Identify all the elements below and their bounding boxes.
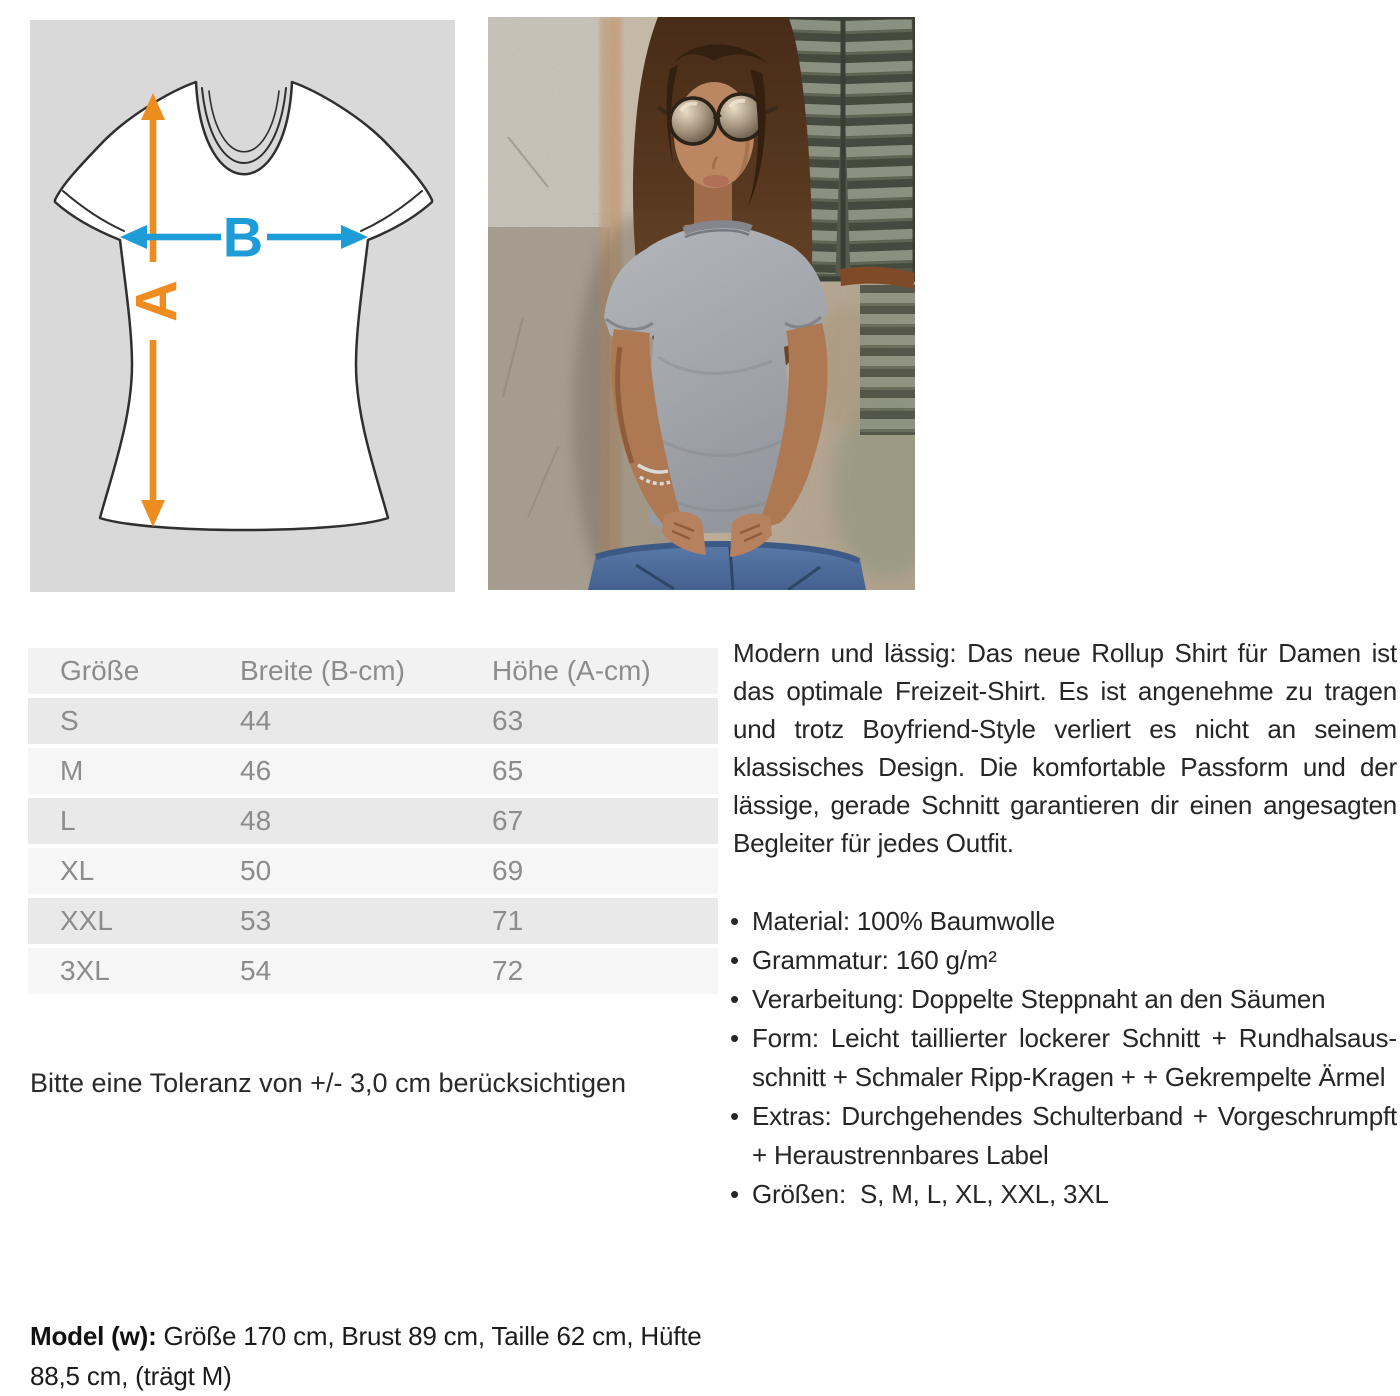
column-header-height: Höhe (A-cm): [492, 655, 651, 686]
model-measurements-label: Model (w):: [30, 1321, 157, 1351]
cell-height: 71: [492, 905, 524, 936]
feature-extras: • Extras: Durchgehendes Schulterband + Vorgeschrumpft + Heraustrennbares Label: [728, 1097, 1397, 1175]
cell-size: L: [60, 805, 76, 836]
cell-height: 72: [492, 955, 524, 986]
feature-material: • Material: 100% Baumwolle: [728, 902, 1397, 941]
model-photo-illustration: [488, 17, 915, 590]
cell-width: 48: [240, 805, 272, 836]
product-photo: [488, 17, 915, 590]
cell-height: 69: [492, 855, 524, 886]
cell-width: 54: [240, 955, 272, 986]
cell-width: 46: [240, 755, 272, 786]
cell-size: 3XL: [60, 955, 110, 986]
cell-size: M: [60, 755, 84, 786]
tolerance-note: Bitte eine Toleranz von +/- 3,0 cm berücksichtigen: [30, 1068, 627, 1098]
tshirt-measurement-diagram: [30, 20, 455, 592]
cell-size: S: [60, 705, 79, 736]
table-row: [28, 798, 718, 844]
cell-width: 44: [240, 705, 272, 736]
table-row: [28, 898, 718, 944]
feature-list: [728, 902, 1397, 1214]
size-table: [28, 648, 718, 998]
table-row: [28, 948, 718, 994]
size-table-header-row: [28, 648, 718, 694]
column-header-size: Größe: [60, 655, 140, 686]
tshirt-outline: [55, 82, 432, 530]
cell-width: 50: [240, 855, 272, 886]
feature-sizes: • Größen: S, M, L, XL, XXL, 3XL: [728, 1175, 1397, 1214]
cell-width: 53: [240, 905, 272, 936]
model-jeans: [588, 542, 866, 590]
width-arrow-label: B: [222, 205, 264, 269]
cell-size: XL: [60, 855, 95, 886]
table-row: [28, 848, 718, 894]
model-measurements-text: Größe 170 cm, Brust 89 cm, Taille 62 cm, Hüfte 88,5 cm, (trägt M): [30, 1321, 702, 1391]
model-lips: [703, 175, 729, 187]
height-arrow-label: A: [124, 280, 190, 322]
cell-height: 63: [492, 705, 524, 736]
feature-form: • Form: Leicht taillierter lockerer Schnitt + Rundhalsausschnitt + Schmaler Ripp-Kragen + + Gekrempelte Ärmel: [728, 1019, 1397, 1097]
description-paragraph: Modern und lässig: Das neue Rollup Shirt für Damen ist das optimale Freizeit-Shirt. Es ist angenehme zu tragen und trotz Boyfriend-Style verliert es nicht an seinem klassisches Design. Die komfortable Passform und der lässige, gerade Schnitt garantieren dir einen angesagten Begleiter für jedes Outfit.: [733, 638, 1397, 858]
model-measurements: [30, 1316, 722, 1396]
table-row: [28, 698, 718, 744]
feature-grammage: • Grammatur: 160 g/m²: [728, 941, 1397, 980]
column-header-width: Breite (B-cm): [240, 655, 405, 686]
product-description: [733, 634, 1397, 1214]
cell-height: 67: [492, 805, 524, 836]
table-row: [28, 748, 718, 794]
size-diagram-panel: [30, 20, 455, 592]
cell-size: XXL: [60, 905, 113, 936]
feature-workmanship: • Verarbeitung: Doppelte Steppnaht an den Säumen: [728, 980, 1397, 1019]
cell-height: 65: [492, 755, 524, 786]
